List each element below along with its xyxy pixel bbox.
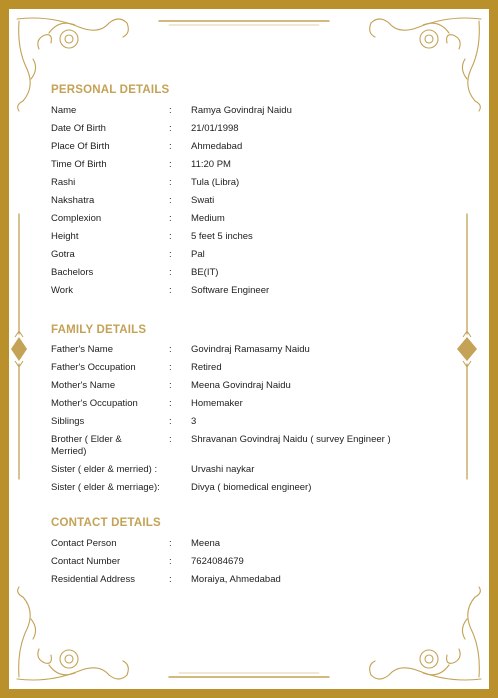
- corner-ornament-bottom-left-icon: [17, 587, 128, 680]
- detail-row-date-of-birth: Date Of Birth : 21/01/1998: [51, 123, 239, 134]
- detail-row-fathers-occupation: Father's Occupation : Retired: [51, 362, 222, 373]
- detail-row-bachelors: Bachelors : BE(IT): [51, 267, 219, 278]
- left-diamond-icon: [11, 337, 27, 361]
- personal-details-heading: PERSONAL DETAILS: [51, 84, 170, 96]
- detail-row-rashi: Rashi : Tula (Libra): [51, 177, 240, 188]
- personal-details-list: [51, 105, 451, 303]
- contact-details-list: [51, 538, 451, 592]
- detail-row-complexion: Complexion : Medium: [51, 213, 225, 224]
- detail-row-residential-address: Residential Address : Moraiya, Ahmedabad: [51, 574, 281, 585]
- biodata-content: [51, 81, 451, 592]
- detail-row-work: Work : Software Engineer: [51, 285, 270, 296]
- detail-row-mothers-occupation: Mother's Occupation : Homemaker: [51, 398, 243, 409]
- detail-row-sister-2: Sister ( elder & merriage): Divya ( biomedical engineer): [51, 482, 312, 493]
- detail-row-sister-1: Sister ( elder & merried) : Urvashi naykar: [51, 464, 255, 475]
- detail-row-time-of-birth: Time Of Birth : 11:20 PM: [51, 159, 231, 170]
- detail-row-siblings: Siblings : 3: [51, 416, 197, 427]
- family-details-list: [51, 344, 451, 500]
- detail-row-gotra: Gotra : Pal: [51, 249, 205, 260]
- detail-row-name: Name : Ramya Govindraj Naidu: [51, 105, 292, 116]
- detail-row-fathers-name: Father's Name : Govindraj Ramasamy Naidu: [51, 344, 310, 355]
- detail-row-brother: Brother ( Elder & Merried) : Shravanan Govindraj Naidu ( survey Engineer ): [51, 434, 391, 457]
- family-details-heading: FAMILY DETAILS: [51, 324, 147, 336]
- contact-details-heading: CONTACT DETAILS: [51, 517, 161, 529]
- detail-row-place-of-birth: Place Of Birth : Ahmedabad: [51, 141, 243, 152]
- right-diamond-icon: [457, 337, 477, 361]
- detail-row-nakshatra: Nakshatra : Swati: [51, 195, 215, 206]
- detail-row-mothers-name: Mother's Name : Meena Govindraj Naidu: [51, 380, 291, 391]
- detail-row-height: Height : 5 feet 5 inches: [51, 231, 253, 242]
- corner-ornament-bottom-right-icon: [370, 587, 481, 680]
- detail-row-contact-person: Contact Person : Meena: [51, 538, 221, 549]
- detail-row-contact-number: Contact Number : 7624084679: [51, 556, 244, 567]
